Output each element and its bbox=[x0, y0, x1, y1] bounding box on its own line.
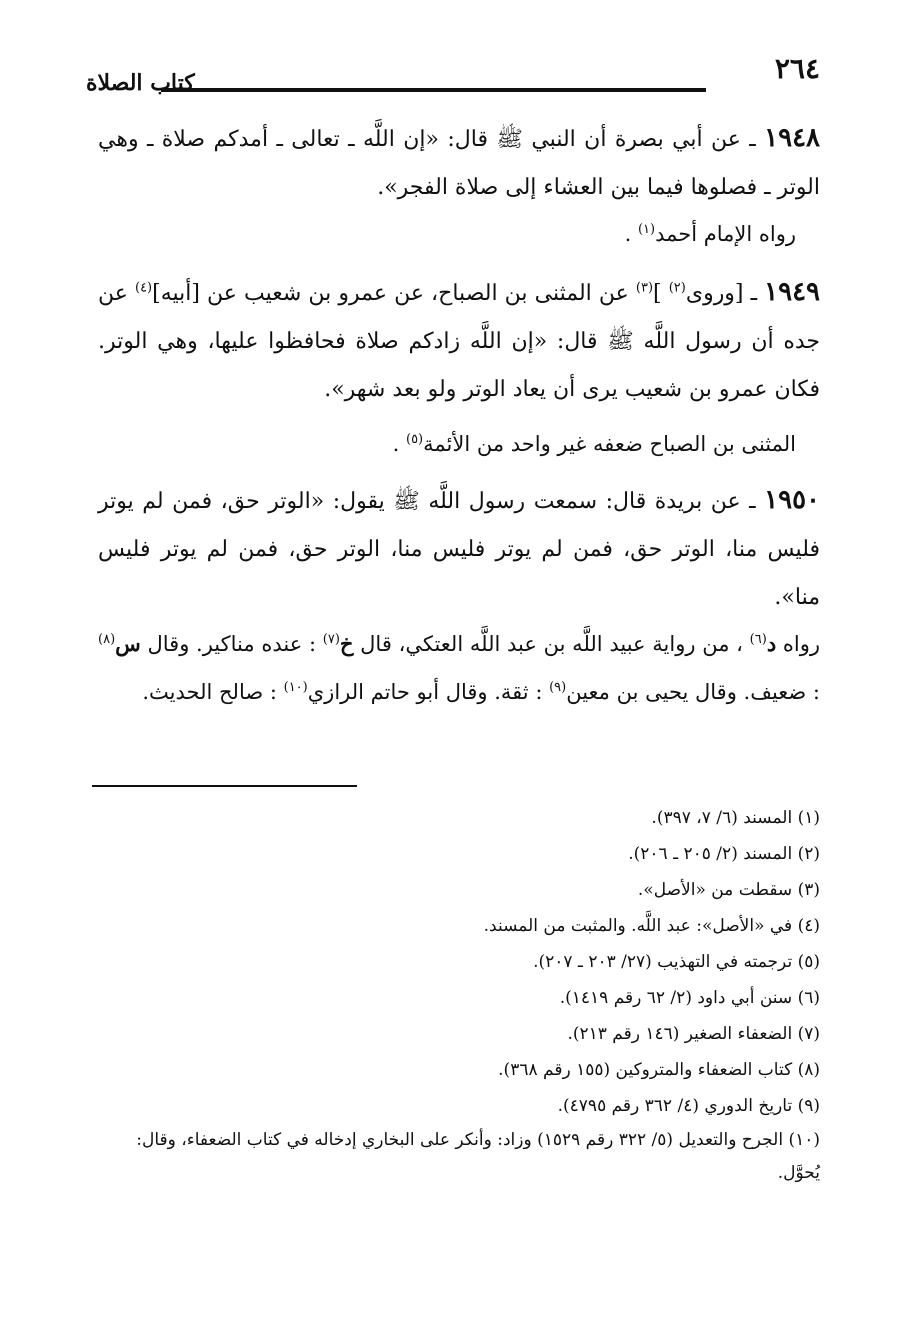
commentary-text: : صالح الحديث. bbox=[142, 680, 284, 704]
note-end: . bbox=[392, 432, 406, 456]
footnote: (٥) ترجمته في التهذيب (٢٧/ ٢٠٣ ـ ٢٠٧). bbox=[533, 952, 820, 972]
footnote: (٢) المسند (٢/ ٢٠٥ ـ ٢٠٦). bbox=[628, 844, 820, 864]
footnote-ref: (٣) bbox=[635, 280, 654, 296]
footnote: (٨) كتاب الضعفاء والمتروكين (١٥٥ رقم ٣٦٨). bbox=[498, 1060, 820, 1080]
footnote: (١٠) الجرح والتعديل (٥/ ٣٢٢ رقم ١٥٢٩) وزاد: وأنكر على البخاري إدخاله في كتاب الضعفاء، وقال: يُحوَّل. bbox=[136, 1130, 820, 1183]
footnote-ref: (٦) bbox=[749, 632, 767, 647]
hadith-text: عن المثنى بن الصباح، عن عمرو بن شعيب عن [أبيه] bbox=[152, 281, 636, 306]
footnote-ref: (٤) bbox=[134, 280, 153, 296]
commentary-text: رواه bbox=[776, 632, 821, 656]
hadith-1949 bbox=[98, 268, 820, 414]
footnote-ref: (٥) bbox=[405, 432, 424, 447]
page-number: ٢٦٤ bbox=[774, 52, 820, 85]
footnote-ref: (٩) bbox=[549, 680, 567, 695]
footnote-ref: (٢) bbox=[668, 280, 686, 296]
footnote: (٤) في «الأصل»: عبد اللَّه. والمثبت من المسند. bbox=[483, 916, 820, 936]
hadith-text: عن جده أن رسول اللَّه ﷺ قال: «إن اللَّه زادكم صلاة فحافظوا عليها، وهي الوتر. فكان عمرو بن شعيب يرى أن يعاد الوتر ولو بعد شهر». bbox=[98, 281, 820, 402]
hadith-1949-note bbox=[98, 420, 796, 468]
hadith-number: ١٩٤٩ bbox=[764, 277, 821, 307]
footnote-ref: (٧) bbox=[322, 632, 340, 647]
footnote-separator bbox=[92, 785, 357, 787]
footnote: (١) المسند (٦/ ٧، ٣٩٧). bbox=[651, 808, 820, 828]
hadith-1950-commentary bbox=[98, 620, 820, 716]
footnote-ref: (١٠) bbox=[283, 680, 308, 695]
header-rule bbox=[161, 88, 706, 92]
footnote: (٣) سقطت من «الأصل». bbox=[637, 880, 820, 900]
footnote-ref: (٨) bbox=[98, 632, 116, 647]
source-symbol: خ bbox=[339, 631, 354, 656]
hadith-text: ـ عن أبي بصرة أن النبي ﷺ قال: «إن اللَّه ـ تعالى ـ أمدكم صلاة ـ وهي الوتر ـ فصلوها فيما بين العشاء إلى صلاة الفجر». bbox=[98, 127, 820, 200]
footnote: (٩) تاريخ الدوري (٤/ ٣٦٢ رقم ٤٧٩٥). bbox=[557, 1096, 820, 1116]
commentary-text: : ضعيف. وقال يحيى بن معين bbox=[566, 680, 820, 704]
footnote: (٦) سنن أبي داود (٢/ ٦٢ رقم ١٤١٩). bbox=[559, 988, 820, 1008]
narration-end: . bbox=[624, 222, 638, 246]
narration-text: رواه الإمام أحمد bbox=[655, 222, 796, 246]
note-text: المثنى بن الصباح ضعفه غير واحد من الأئمة bbox=[423, 432, 796, 456]
hadith-text: ـ [وروى bbox=[685, 281, 765, 306]
hadith-number: ١٩٤٨ bbox=[764, 123, 820, 153]
hadith-text: ـ عن بريدة قال: سمعت رسول اللَّه ﷺ يقول: «الوتر حق، فمن لم يوتر فليس منا، الوتر حق، فمن لم يوتر فليس منا، الوتر حق، فمن لم يوتر فليس منا». bbox=[98, 489, 820, 610]
book-title: كتاب الصلاة bbox=[86, 70, 195, 96]
commentary-text: : ثقة. وقال أبو حاتم الرازي bbox=[307, 680, 550, 704]
hadith-text: ] bbox=[653, 281, 669, 306]
source-symbol: س bbox=[115, 631, 141, 656]
hadith-1948-narration bbox=[98, 210, 796, 258]
commentary-text: ، من رواية عبيد اللَّه بن عبد اللَّه العتكي، قال bbox=[353, 632, 750, 656]
hadith-number: ١٩٥٠ bbox=[764, 485, 820, 515]
footnote-ref: (١) bbox=[637, 222, 656, 237]
footnote: (٧) الضعفاء الصغير (١٤٦ رقم ٢١٣). bbox=[567, 1024, 820, 1044]
source-symbol: د bbox=[766, 631, 777, 656]
commentary-text: : عنده مناكير. وقال bbox=[140, 632, 323, 656]
hadith-1948 bbox=[98, 114, 820, 212]
footnotes bbox=[95, 800, 820, 1190]
hadith-1950 bbox=[98, 476, 820, 622]
